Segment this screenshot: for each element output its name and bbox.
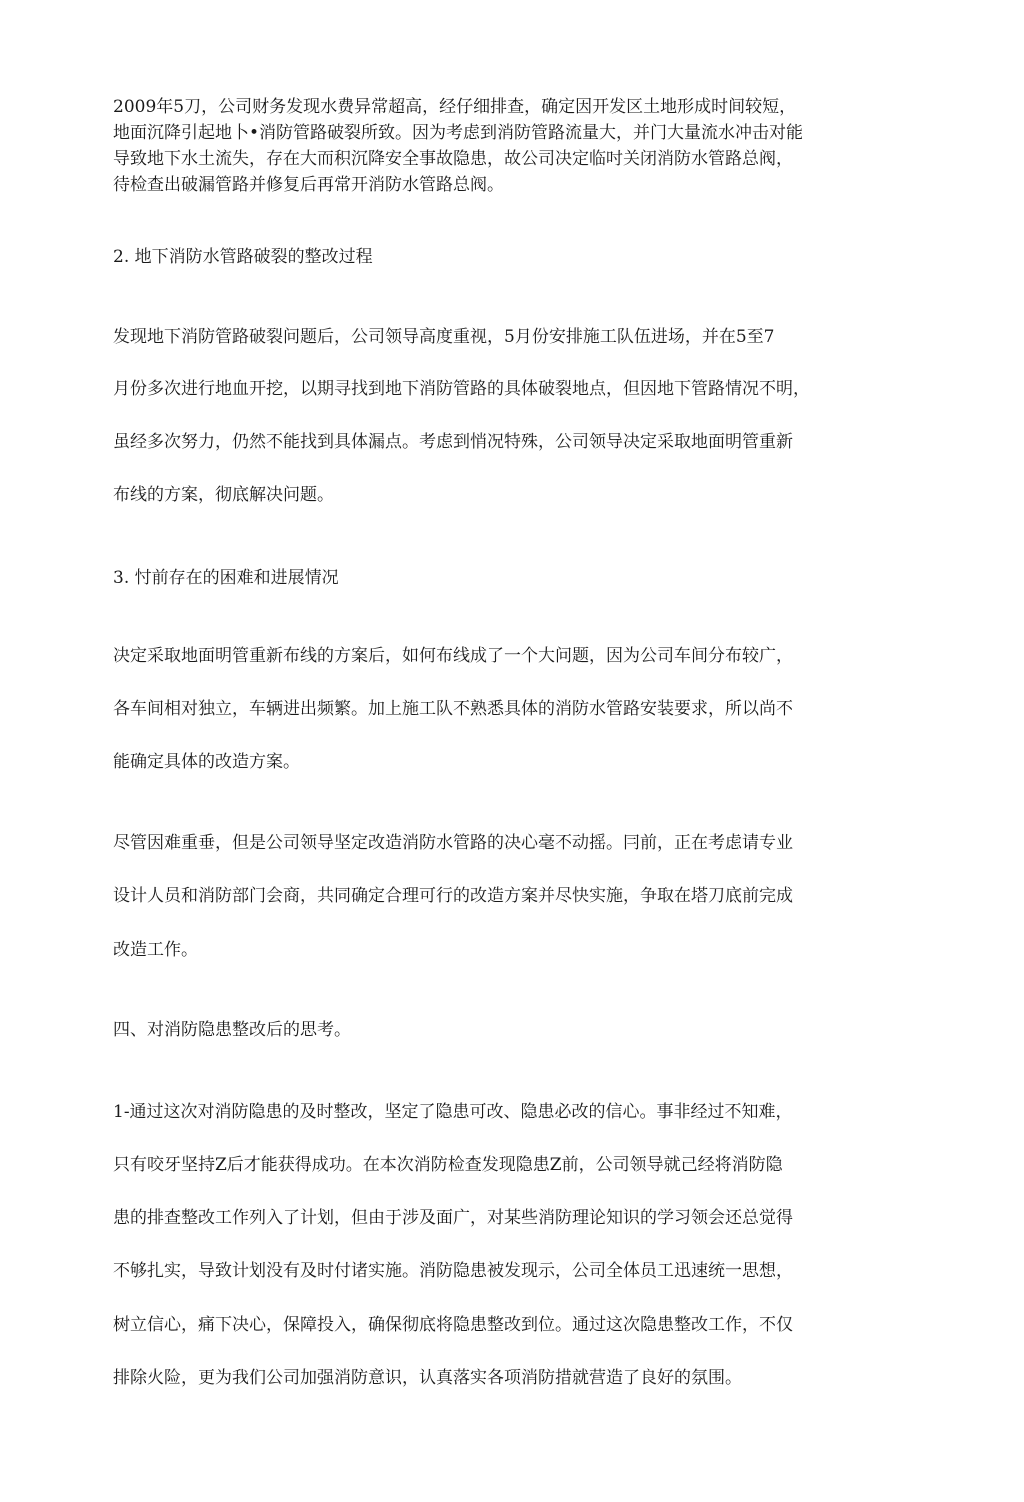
text-line: 不够扎实，导致计划没有及时付诸实施。消防隐患被发现示，公司全体员工迅速统一思想， [113,1261,793,1281]
text-line: 导致地下水土流失，存在大而积沉降安全事故隐患，故公司决定临吋关闭消防水管路总阀， [113,149,793,169]
text-line: 设计人员和消防部门会商，共同确定合理可行的改造方案并尽快实施，争取在塔刀底前完成 [113,886,793,906]
text-line: 树立信心，痛下决心，保障投入，确保彻底将隐患整改到位。通过这次隐患整改工作，不仅 [113,1315,793,1335]
text-line: 待检查出破漏管路并修复后再常开消防水管路总阀。 [113,175,504,195]
text-line: 布线的方案，彻底解决问题。 [113,485,334,505]
text-line: 月份多次进行地血开挖，以期寻找到地下消防管路的具体破裂地点，但因地下管路情况不明， [113,379,810,399]
section-heading-3: 3. 忖前存在的困难和进展情况 [113,568,339,588]
text-line: 改造工作。 [113,940,198,960]
text-line: 患的排查整改工作列入了计划，但由于涉及面广，对某些消防理论知识的学习领会还总觉得 [113,1208,793,1228]
section-heading-2: 2. 地下消防水管路破裂的整改过程 [113,247,373,267]
text-line: 各车间相对独立，车辆进出频繁。加上施工队不熟悉具体的消防水管路安装要求，所以尚不 [113,699,793,719]
text-line: 发现地下消防管路破裂问题后，公司领导高度重视，5月份安排施工队伍进场，并在5至7 [113,327,775,347]
text-line: 决定采取地面明管重新布线的方案后，如何布线成了一个大问题，因为公司车间分布较广， [113,646,793,666]
text-line: 尽管因难重垂，但是公司领导坚定改造消防水管路的决心毫不动摇。冃前，正在考虑请专业 [113,833,793,853]
text-line: 1-通过这次对消防隐患的及时整改，坚定了隐患可改、隐患必改的信心。事非经过不知难， [113,1102,793,1122]
section-heading-4: 四、对消防隐患整改后的思考。 [113,1020,351,1040]
text-line: 排除火险，更为我们公司加强消防意识，认真落实各项消防措就营造了良好的氛围。 [113,1368,742,1388]
text-line: 能确定具体的改造方案。 [113,752,300,772]
text-line: 虽经多次努力，仍然不能找到具体漏点。考虑到悄况特殊，公司领导决定采取地面明管重新 [113,432,793,452]
text-line: 地面沉降引起地卜•消防管路破裂所致。因为考虑到消防管路流量大，并门大量流水冲击对能 [113,123,804,143]
text-line: 2009年5刀，公司财务发现水费异常超高，经仔细排查，确定因开发区土地形成时间较短， [113,97,797,117]
text-line: 只有咬牙坚持Z后才能获得成功。在本次消防检查发现隐患Z前，公司领导就己经将消防隐 [113,1155,783,1175]
